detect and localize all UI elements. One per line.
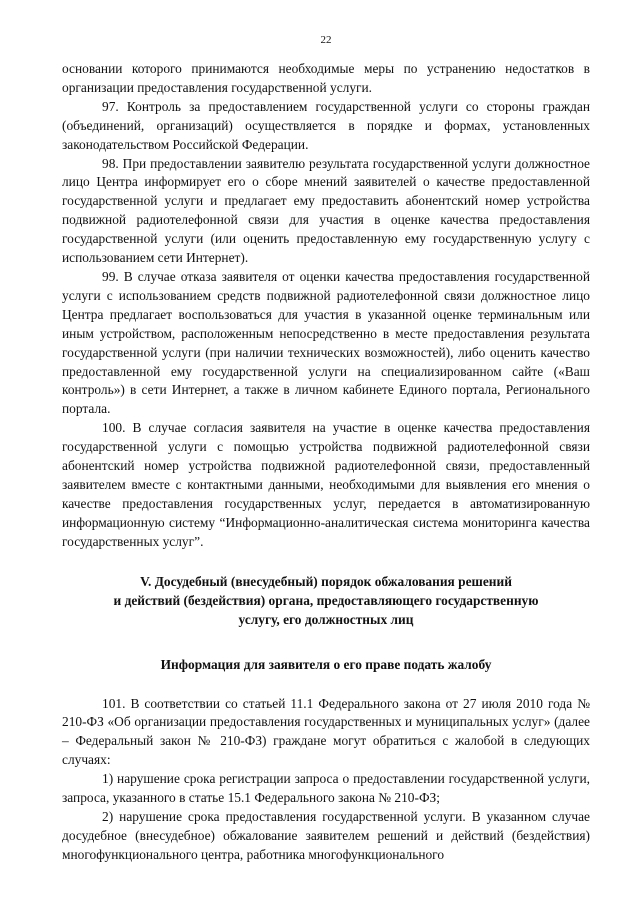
- section-heading-line-2: и действий (бездействия) органа, предоставляющего государственную: [113, 592, 539, 608]
- paragraph-101: 101. В соответствии со статьей 11.1 Федерального закона от 27 июля 2010 года № 210-ФЗ «Об организации предоставления государственных и муниципальных услуг» (далее – Федеральный закон № 210-ФЗ) граждане могут обратиться с жалобой в следующих случаях:: [62, 695, 590, 768]
- paragraph-99: 99. В случае отказа заявителя от оценки качества предоставления государственной услуги с использованием средств подвижной радиотелефонной связи должностное лицо Центра предлагает воспользоваться для участия в указанной оценке терминальным или иным устройством, расположенным непосредственно в месте предоставления результата государственной услуги (при наличии технических возможностей), либо оценить качество предоставленной ему государственной услуги на специализированном сайте («Ваш контроль») в сети Интернет, а также в личном кабинете Единого портала, Регионального портала.: [62, 268, 590, 417]
- section-heading: [62, 572, 590, 629]
- paragraph-97: 97. Контроль за предоставлением государственной услуги со стороны граждан (объединений, организаций) осуществляется в порядке и формах, установленных законодательством Российской Федерации.: [62, 98, 590, 152]
- sub-heading: Информация для заявителя о его праве подать жалобу: [160, 656, 492, 672]
- document-page: [62, 34, 590, 865]
- section-heading-line-3: услугу, его должностных лиц: [238, 611, 414, 627]
- list-item-1: 1) нарушение срока регистрации запроса о предоставлении государственной услуги, запроса, указанного в статье 15.1 Федерального закона № 210-ФЗ;: [62, 771, 590, 806]
- paragraph-98: 98. При предоставлении заявителю результата государственной услуги должностное лицо Центра информирует его о сборе мнений заявителей о качестве предоставленной государственной услуги и предлагает ему предоставить абонентский номер устройства подвижной радиотелефонной связи для участия в оценке качества предоставления государственной услуги (или оценить предоставленную ему государственную услугу с использованием сети Интернет).: [62, 155, 590, 266]
- paragraph-continuation: основании которого принимаются необходимые меры по устранению недостатков в организации предоставления государственной услуги.: [62, 61, 590, 95]
- list-item-2: 2) нарушение срока предоставления государственной услуги. В указанном случае досудебное (внесудебное) обжалование заявителем решений и действий (бездействия) многофункционального центра, работника многофункционального: [62, 809, 590, 862]
- page-number: 22: [320, 34, 332, 46]
- section-heading-line-1: V. Досудебный (внесудебный) порядок обжалования решений: [140, 573, 512, 589]
- paragraph-100: 100. В случае согласия заявителя на участие в оценке качества предоставления государственной услуги с помощью устройства подвижной радиотелефонной связи абонентский номер устройства подвижной радиотелефонной связи, предоставленный заявителем вместе с контактными данными, необходимыми для выявления его мнения о качестве предоставления государственных услуг, передается в автоматизированную информационную систему “Информационно-аналитическая система мониторинга качества государственных услуг”.: [62, 420, 590, 549]
